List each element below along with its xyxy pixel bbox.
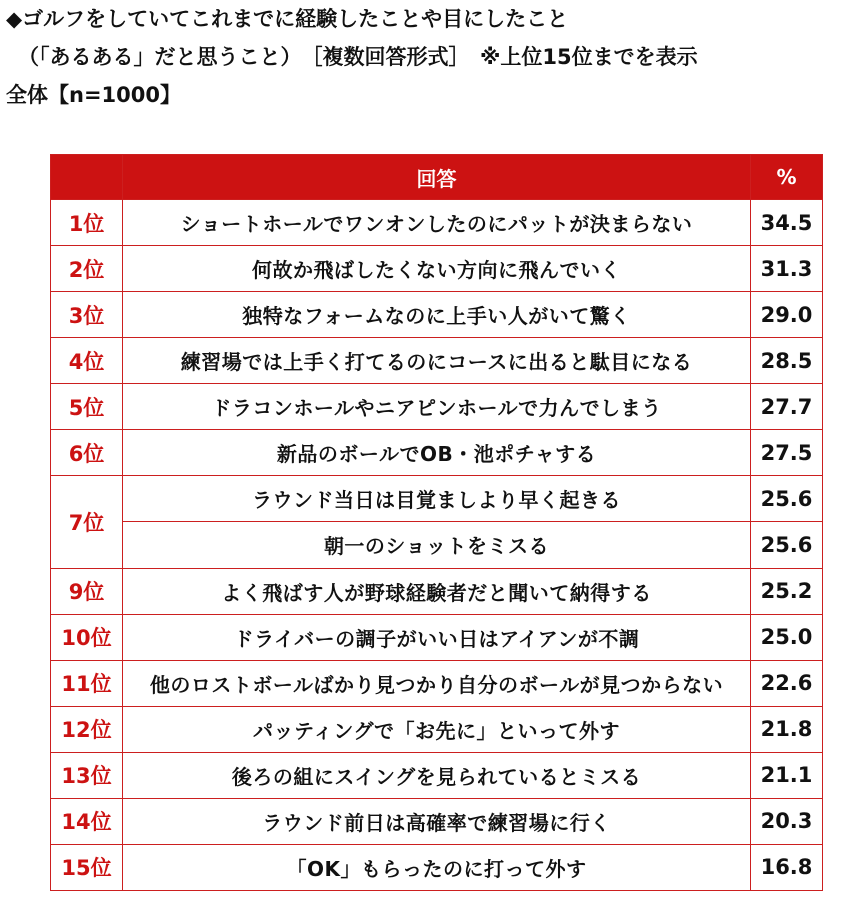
percent-cell: 34.5 [751, 200, 823, 246]
answer-cell: 「OK」もらったのに打って外す [123, 844, 751, 890]
answer-cell: 練習場では上手く打てるのにコースに出ると駄目になる [123, 338, 751, 384]
rank-cell: 9位 [51, 568, 123, 614]
percent-cell: 21.8 [751, 706, 823, 752]
rank-cell: 5位 [51, 384, 123, 430]
sample-size-label: 全体【n=1000】 [6, 83, 181, 107]
chart-title-block [6, 0, 856, 114]
table-row [51, 522, 823, 568]
answer-cell: 他のロストボールばかり見つかり自分のボールが見つからない [123, 660, 751, 706]
table-row [51, 706, 823, 752]
header-percent-cell: % [751, 155, 823, 200]
percent-cell: 25.2 [751, 568, 823, 614]
chart-title: ◆ゴルフをしていてこれまでに経験したことや目にしたこと [6, 7, 569, 31]
rank-cell: 13位 [51, 752, 123, 798]
rank-cell: 14位 [51, 798, 123, 844]
header-rank-cell [51, 155, 123, 200]
table-row [51, 752, 823, 798]
answer-cell: ラウンド当日は目覚ましより早く起きる [123, 476, 751, 522]
table-row [51, 384, 823, 430]
rank-cell: 3位 [51, 292, 123, 338]
answer-cell: 新品のボールでOB・池ポチャする [123, 430, 751, 476]
ranking-table [50, 154, 823, 891]
header-answer-cell: 回答 [123, 155, 751, 200]
rank-cell: 2位 [51, 246, 123, 292]
table-header-row [51, 155, 823, 200]
rank-cell: 11位 [51, 660, 123, 706]
answer-cell: ドラコンホールやニアピンホールで力んでしまう [123, 384, 751, 430]
percent-cell: 22.6 [751, 660, 823, 706]
percent-cell: 21.1 [751, 752, 823, 798]
table-body [51, 200, 823, 891]
table-row [51, 476, 823, 522]
answer-cell: 後ろの組にスイングを見られているとミスる [123, 752, 751, 798]
rank-cell: 1位 [51, 200, 123, 246]
answer-cell: ラウンド前日は高確率で練習場に行く [123, 798, 751, 844]
percent-cell: 27.5 [751, 430, 823, 476]
rank-cell: 12位 [51, 706, 123, 752]
percent-cell: 29.0 [751, 292, 823, 338]
answer-cell: 独特なフォームなのに上手い人がいて驚く [123, 292, 751, 338]
table-row [51, 292, 823, 338]
rank-cell: 4位 [51, 338, 123, 384]
table-row [51, 430, 823, 476]
answer-cell: パッティングで「お先に」といって外す [123, 706, 751, 752]
answer-cell: 何故か飛ばしたくない方向に飛んでいく [123, 246, 751, 292]
rank-cell: 15位 [51, 844, 123, 890]
answer-cell: ドライバーの調子がいい日はアイアンが不調 [123, 614, 751, 660]
percent-cell: 31.3 [751, 246, 823, 292]
ranking-table-container [50, 154, 822, 891]
table-row [51, 568, 823, 614]
percent-cell: 25.6 [751, 522, 823, 568]
table-row [51, 338, 823, 384]
percent-cell: 27.7 [751, 384, 823, 430]
answer-cell: 朝一のショットをミスる [123, 522, 751, 568]
answer-cell: ショートホールでワンオンしたのにパットが決まらない [123, 200, 751, 246]
chart-subtitle: （「あるある」だと思うこと） ［複数回答形式］ ※上位15位までを表示 [18, 45, 698, 69]
rank-cell: 10位 [51, 614, 123, 660]
table-row [51, 246, 823, 292]
rank-cell: 6位 [51, 430, 123, 476]
rank-cell: 7位 [51, 476, 123, 568]
percent-cell: 25.0 [751, 614, 823, 660]
table-row [51, 798, 823, 844]
table-row [51, 660, 823, 706]
table-row [51, 844, 823, 890]
percent-cell: 25.6 [751, 476, 823, 522]
percent-cell: 20.3 [751, 798, 823, 844]
table-row [51, 614, 823, 660]
percent-cell: 28.5 [751, 338, 823, 384]
percent-cell: 16.8 [751, 844, 823, 890]
answer-cell: よく飛ばす人が野球経験者だと聞いて納得する [123, 568, 751, 614]
table-row [51, 200, 823, 246]
